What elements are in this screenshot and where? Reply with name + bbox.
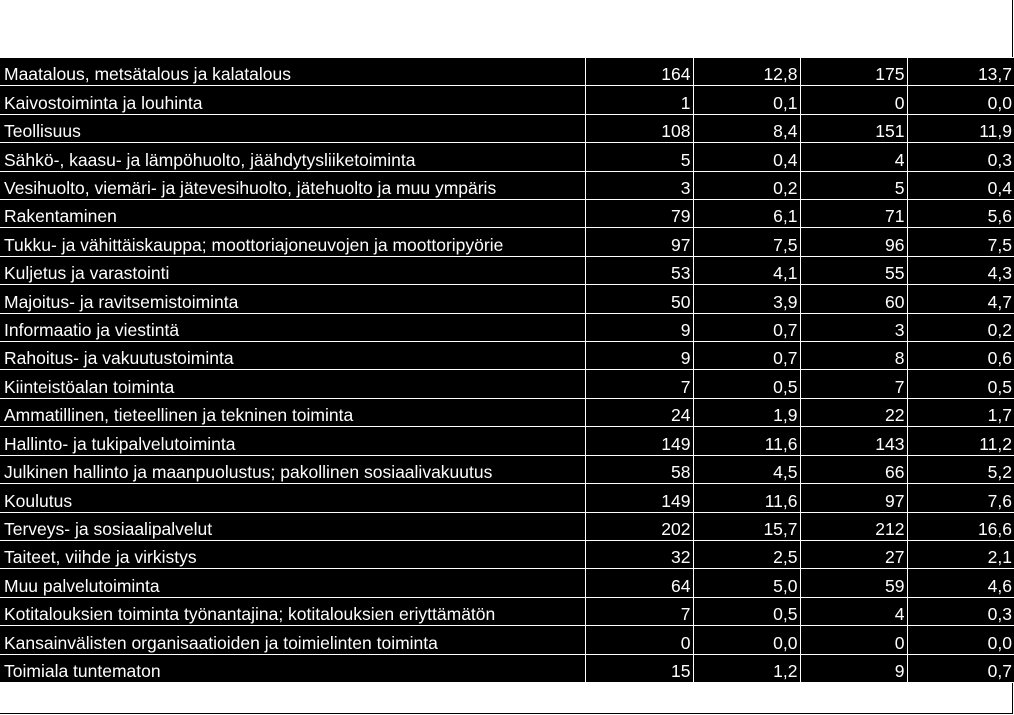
percent-1-cell: 0,2 (693, 171, 800, 199)
industry-table (0, 57, 1014, 683)
industry-label-cell: Taiteet, viihde ja virkistys (0, 540, 585, 568)
count-1-cell: 108 (585, 114, 693, 142)
percent-1-cell: 2,5 (693, 540, 800, 568)
industry-label-cell: Julkinen hallinto ja maanpuolustus; pakollinen sosiaalivakuutus (0, 455, 585, 483)
table-row (0, 200, 1014, 228)
industry-label-cell: Kiinteistöalan toiminta (0, 370, 585, 398)
percent-1-cell: 0,7 (693, 313, 800, 341)
count-1-cell: 64 (585, 569, 693, 597)
table-row (0, 569, 1014, 597)
industry-label-cell: Kuljetus ja varastointi (0, 256, 585, 284)
table-body (0, 58, 1014, 683)
percent-2-cell: 0,4 (907, 171, 1014, 199)
percent-1-cell: 11,6 (693, 427, 800, 455)
percent-1-cell: 0,4 (693, 143, 800, 171)
industry-label-cell: Hallinto- ja tukipalvelutoiminta (0, 427, 585, 455)
table-row (0, 228, 1014, 256)
percent-1-cell: 7,5 (693, 228, 800, 256)
count-1-cell: 79 (585, 200, 693, 228)
percent-2-cell: 7,6 (907, 484, 1014, 512)
percent-1-cell: 11,6 (693, 484, 800, 512)
count-2-cell: 71 (800, 200, 907, 228)
industry-label-cell: Muu palvelutoiminta (0, 569, 585, 597)
table-row (0, 626, 1014, 654)
industry-label-cell: Kansainvälisten organisaatioiden ja toimielinten toiminta (0, 626, 585, 654)
percent-1-cell: 4,5 (693, 455, 800, 483)
table-row (0, 86, 1014, 114)
industry-label-cell: Tukku- ja vähittäiskauppa; moottoriajoneuvojen ja moottoripyörie (0, 228, 585, 256)
count-1-cell: 9 (585, 313, 693, 341)
count-1-cell: 164 (585, 58, 693, 86)
percent-1-cell: 0,1 (693, 86, 800, 114)
count-1-cell: 7 (585, 597, 693, 625)
count-1-cell: 5 (585, 143, 693, 171)
count-2-cell: 7 (800, 370, 907, 398)
industry-label-cell: Rakentaminen (0, 200, 585, 228)
percent-2-cell: 0,3 (907, 143, 1014, 171)
count-1-cell: 50 (585, 285, 693, 313)
percent-2-cell: 0,5 (907, 370, 1014, 398)
percent-1-cell: 15,7 (693, 512, 800, 540)
table-row (0, 313, 1014, 341)
industry-label-cell: Majoitus- ja ravitsemistoiminta (0, 285, 585, 313)
table-row (0, 512, 1014, 540)
count-1-cell: 3 (585, 171, 693, 199)
count-2-cell: 27 (800, 540, 907, 568)
count-1-cell: 149 (585, 427, 693, 455)
percent-2-cell: 16,6 (907, 512, 1014, 540)
count-2-cell: 66 (800, 455, 907, 483)
count-2-cell: 8 (800, 342, 907, 370)
table-row (0, 370, 1014, 398)
count-1-cell: 53 (585, 256, 693, 284)
percent-2-cell: 0,3 (907, 597, 1014, 625)
table-row (0, 654, 1014, 682)
count-2-cell: 60 (800, 285, 907, 313)
percent-1-cell: 1,9 (693, 398, 800, 426)
count-2-cell: 4 (800, 597, 907, 625)
table-row (0, 455, 1014, 483)
percent-1-cell: 0,0 (693, 626, 800, 654)
percent-2-cell: 0,2 (907, 313, 1014, 341)
table-row (0, 285, 1014, 313)
count-2-cell: 175 (800, 58, 907, 86)
percent-2-cell: 2,1 (907, 540, 1014, 568)
industry-label-cell: Kaivostoiminta ja louhinta (0, 86, 585, 114)
table-row (0, 256, 1014, 284)
industry-label-cell: Informaatio ja viestintä (0, 313, 585, 341)
count-1-cell: 24 (585, 398, 693, 426)
percent-1-cell: 4,1 (693, 256, 800, 284)
percent-1-cell: 1,2 (693, 654, 800, 682)
industry-label-cell: Koulutus (0, 484, 585, 512)
percent-1-cell: 0,7 (693, 342, 800, 370)
table-row (0, 342, 1014, 370)
percent-1-cell: 5,0 (693, 569, 800, 597)
count-1-cell: 149 (585, 484, 693, 512)
count-2-cell: 4 (800, 143, 907, 171)
count-2-cell: 0 (800, 86, 907, 114)
percent-1-cell: 12,8 (693, 58, 800, 86)
count-1-cell: 1 (585, 86, 693, 114)
count-2-cell: 212 (800, 512, 907, 540)
industry-label-cell: Toimiala tuntematon (0, 654, 585, 682)
percent-2-cell: 4,6 (907, 569, 1014, 597)
count-1-cell: 9 (585, 342, 693, 370)
industry-label-cell: Maatalous, metsätalous ja kalatalous (0, 58, 585, 86)
percent-2-cell: 0,7 (907, 654, 1014, 682)
percent-1-cell: 3,9 (693, 285, 800, 313)
industry-label-cell: Ammatillinen, tieteellinen ja tekninen toiminta (0, 398, 585, 426)
count-2-cell: 143 (800, 427, 907, 455)
percent-2-cell: 0,6 (907, 342, 1014, 370)
table-row (0, 171, 1014, 199)
count-2-cell: 3 (800, 313, 907, 341)
percent-1-cell: 6,1 (693, 200, 800, 228)
count-1-cell: 7 (585, 370, 693, 398)
count-2-cell: 151 (800, 114, 907, 142)
count-1-cell: 97 (585, 228, 693, 256)
table-row (0, 484, 1014, 512)
percent-1-cell: 0,5 (693, 597, 800, 625)
count-2-cell: 59 (800, 569, 907, 597)
percent-2-cell: 4,3 (907, 256, 1014, 284)
percent-2-cell: 7,5 (907, 228, 1014, 256)
count-1-cell: 58 (585, 455, 693, 483)
percent-2-cell: 13,7 (907, 58, 1014, 86)
percent-2-cell: 11,9 (907, 114, 1014, 142)
table-row (0, 58, 1014, 86)
industry-label-cell: Rahoitus- ja vakuutustoiminta (0, 342, 585, 370)
percent-2-cell: 4,7 (907, 285, 1014, 313)
industry-label-cell: Kotitalouksien toiminta työnantajina; kotitalouksien eriyttämätön (0, 597, 585, 625)
industry-label-cell: Teollisuus (0, 114, 585, 142)
count-1-cell: 0 (585, 626, 693, 654)
count-1-cell: 32 (585, 540, 693, 568)
count-1-cell: 15 (585, 654, 693, 682)
industry-label-cell: Sähkö-, kaasu- ja lämpöhuolto, jäähdytysliiketoiminta (0, 143, 585, 171)
percent-2-cell: 11,2 (907, 427, 1014, 455)
count-1-cell: 202 (585, 512, 693, 540)
percent-2-cell: 0,0 (907, 86, 1014, 114)
percent-2-cell: 0,0 (907, 626, 1014, 654)
percent-2-cell: 5,2 (907, 455, 1014, 483)
percent-2-cell: 1,7 (907, 398, 1014, 426)
percent-1-cell: 0,5 (693, 370, 800, 398)
table-row (0, 597, 1014, 625)
count-2-cell: 5 (800, 171, 907, 199)
percent-1-cell: 8,4 (693, 114, 800, 142)
count-2-cell: 0 (800, 626, 907, 654)
percent-2-cell: 5,6 (907, 200, 1014, 228)
industry-label-cell: Vesihuolto, viemäri- ja jätevesihuolto, jätehuolto ja muu ympäris (0, 171, 585, 199)
count-2-cell: 22 (800, 398, 907, 426)
count-2-cell: 55 (800, 256, 907, 284)
table-row (0, 114, 1014, 142)
count-2-cell: 97 (800, 484, 907, 512)
industry-label-cell: Terveys- ja sosiaalipalvelut (0, 512, 585, 540)
count-2-cell: 96 (800, 228, 907, 256)
table-row (0, 427, 1014, 455)
table-row (0, 540, 1014, 568)
table-row (0, 398, 1014, 426)
table-row (0, 143, 1014, 171)
count-2-cell: 9 (800, 654, 907, 682)
